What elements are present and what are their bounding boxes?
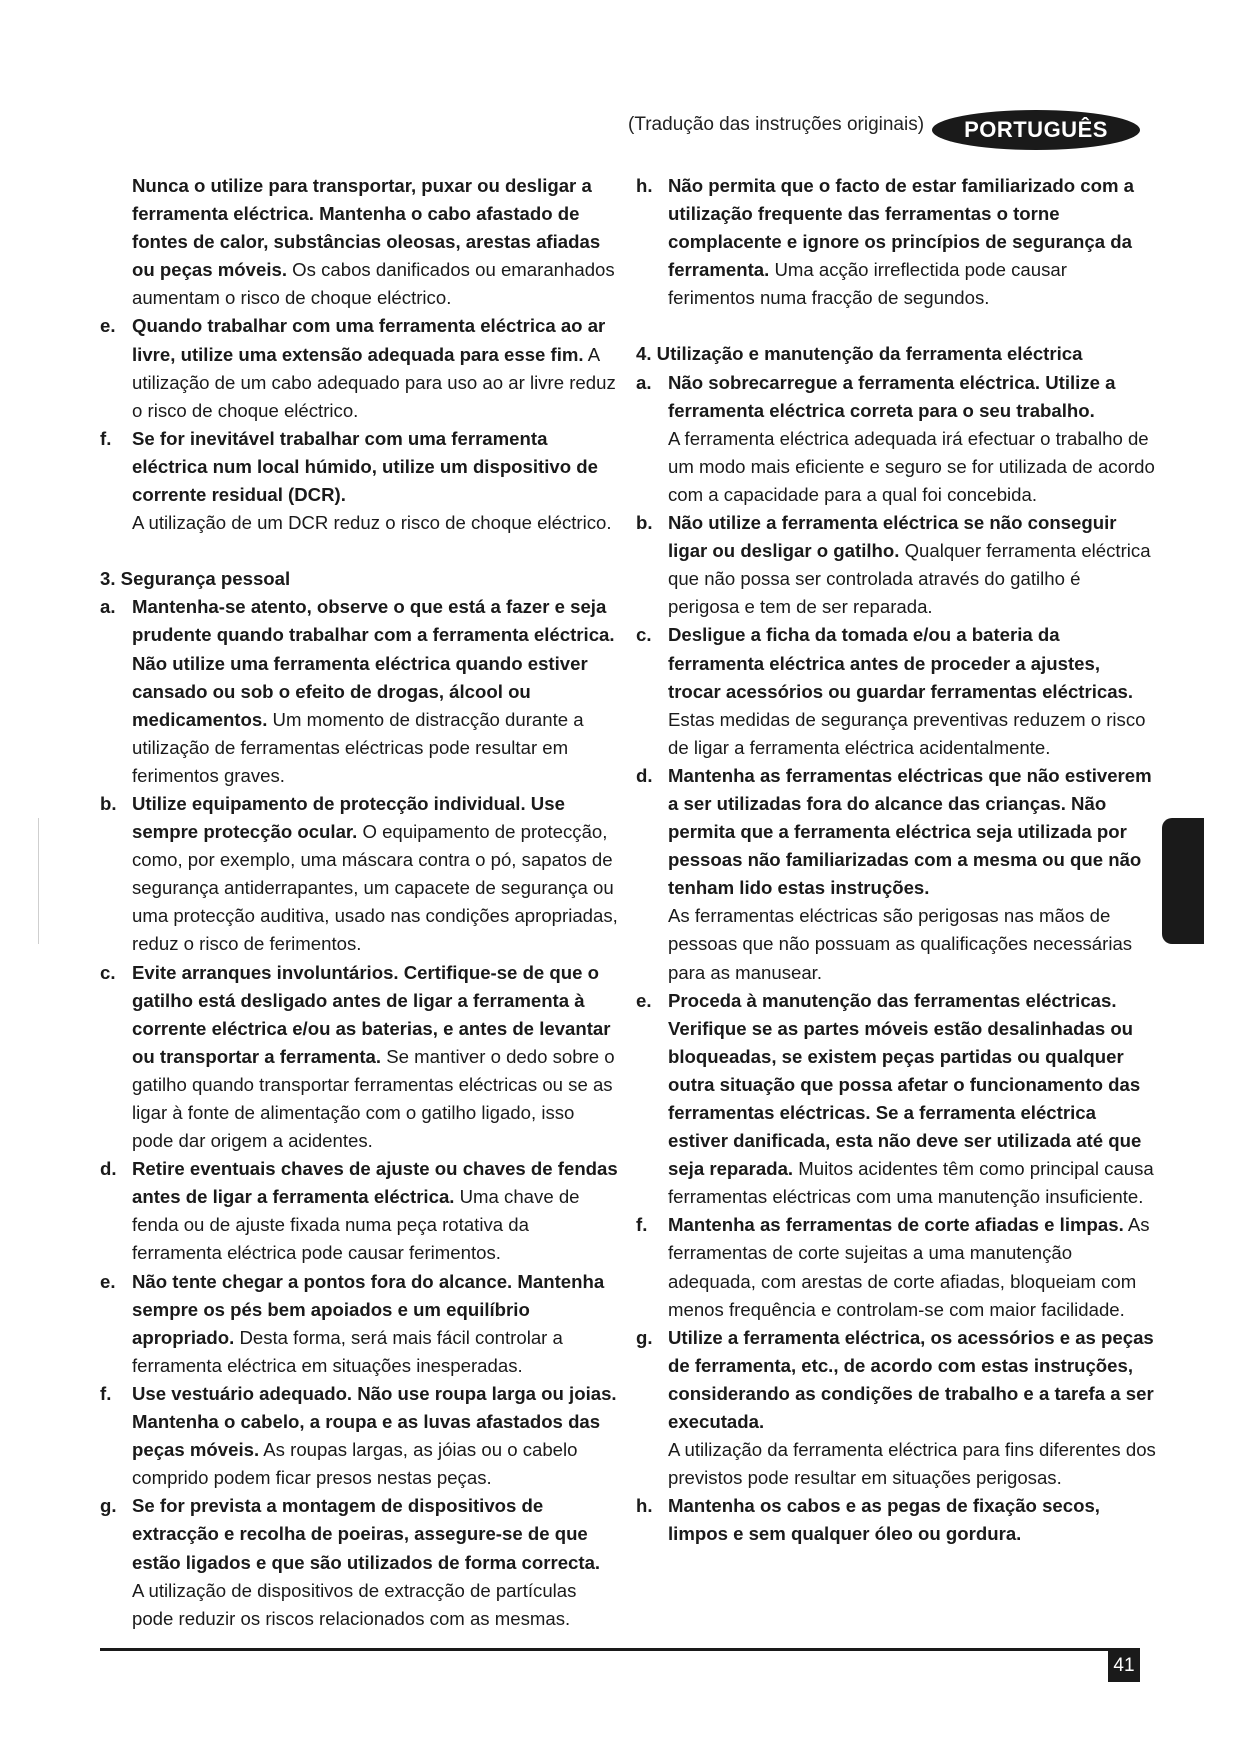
list-item (636, 1324, 1156, 1493)
list-item (636, 1211, 1156, 1323)
continued-text: Os cabos danificados ou emaranhados aumentam o risco de choque eléctrico. (132, 259, 615, 309)
margin-line (38, 818, 39, 944)
section-title: 4. Utilização e manutenção da ferramenta eléctrica (636, 343, 1083, 365)
list-item (100, 959, 620, 1156)
item-text: A utilização da ferramenta eléctrica para fins diferentes dos previstos pode resultar em situações perigosas. (668, 1439, 1156, 1489)
item-bold: Mantenha-se atento, observe o que está a fazer e seja prudente quando trabalhar com a ferramenta eléctrica. Não utilize uma ferramenta eléctrica quando estiver cansado ou sob o efeito de drogas, álcool ou medicamentos. (132, 596, 615, 730)
item-text: A utilização de um DCR reduz o risco de choque eléctrico. (132, 512, 612, 534)
item-text: As roupas largas, as jóias ou o cabelo comprido podem ficar presos nestas peças. (132, 1439, 578, 1489)
continued-paragraph (100, 172, 620, 312)
item-bold: Mantenha os cabos e as pegas de fixação secos, limpos e sem qualquer óleo ou gordura. (668, 1495, 1100, 1545)
item-label: g. (100, 1495, 117, 1517)
item-label: f. (636, 1214, 648, 1236)
section-tab-marker (1162, 818, 1204, 944)
left-column (100, 172, 620, 1633)
list-item (100, 593, 620, 790)
list-item (100, 1380, 620, 1492)
item-label: a. (100, 596, 116, 618)
list-item (100, 1155, 620, 1267)
item-label: b. (636, 512, 653, 534)
item-bold: Proceda à manutenção das ferramentas eléctricas. Verifique se as partes móveis estão desalinhadas ou bloqueadas, se existem peças partidas ou qualquer outra situação que possa afetar o funcionamento das ferramentas eléctricas. Se a ferramenta eléctrica estiver danificada, esta não deve ser utilizada até que seja reparada. (668, 989, 1142, 1180)
item-text: Uma acção irreflectida pode causar ferimentos numa fracção de segundos. (668, 259, 1067, 309)
section-title: 3. Segurança pessoal (100, 568, 291, 590)
list-item (100, 790, 620, 959)
list-item (100, 312, 620, 424)
item-label: f. (100, 427, 112, 449)
list-item (636, 172, 1156, 312)
item-text: Se mantiver o dedo sobre o gatilho quando transportar ferramentas eléctricas ou se as ligar à fonte de alimentação com o gatilho ligado, isso pode dar origem a acidentes. (132, 1045, 615, 1152)
item-label: g. (636, 1326, 653, 1348)
item-bold: Quando trabalhar com uma ferramenta eléctrica ao ar livre, utilize uma extensão adequada para esse fim. (132, 315, 606, 365)
item-label: e. (636, 989, 652, 1011)
item-label: c. (636, 624, 652, 646)
language-badge: PORTUGUÊS (932, 110, 1140, 150)
item-label: f. (100, 1382, 112, 1404)
item-bold: Se for prevista a montagem de dispositivos de extracção e recolha de poeiras, assegure-se de que estão ligados e que são utilizados de forma correcta. (132, 1495, 601, 1573)
item-bold: Não tente chegar a pontos fora do alcance. Mantenha sempre os pés bem apoiados e um equilíbrio apropriado. (132, 1270, 605, 1348)
footer-rule (100, 1648, 1140, 1651)
item-bold: Desligue a ficha da tomada e/ou a bateria da ferramenta eléctrica antes de proceder a ajustes, trocar acessórios ou guardar ferramentas eléctricas. (668, 624, 1134, 702)
item-label: h. (636, 1495, 653, 1517)
item-label: d. (100, 1158, 117, 1180)
item-label: e. (100, 1270, 116, 1292)
list-item (636, 369, 1156, 509)
item-text: O equipamento de protecção, como, por exemplo, uma máscara contra o pó, sapatos de segurança antiderrapantes, um capacete de segurança ou uma protecção auditiva, usado nas condições apropriadas, reduz o risco de ferimentos. (132, 821, 618, 955)
list-item (100, 425, 620, 537)
item-bold: Não utilize a ferramenta eléctrica se não conseguir ligar ou desligar o gatilho. (668, 512, 1117, 562)
list-item (636, 987, 1156, 1212)
item-bold: Use vestuário adequado. Não use roupa larga ou joias. Mantenha o cabelo, a roupa e as luvas afastados das peças móveis. (132, 1382, 617, 1461)
item-text: Desta forma, será mais fácil controlar a ferramenta eléctrica em situações inesperadas. (132, 1326, 563, 1376)
item-label: d. (636, 764, 653, 786)
continued-bold: Nunca o utilize para transportar, puxar ou desligar a ferramenta eléctrica. Mantenha o cabo afastado de fontes de calor, substâncias oleosas, arestas afiadas ou peças móveis. (132, 175, 601, 281)
page-number: 41 (1108, 1650, 1140, 1682)
item-text: Muitos acidentes têm como principal causa ferramentas eléctricas com uma manutenção insuficiente. (668, 1158, 1154, 1208)
item-label: c. (100, 961, 116, 983)
item-text: As ferramentas de corte sujeitas a uma manutenção adequada, com arestas de corte afiadas, bloqueiam com menos frequência e controlam-se com maior facilidade. (668, 1214, 1150, 1320)
item-text: Qualquer ferramenta eléctrica que não possa ser controlada através do gatilho é perigosa e tem de ser reparada. (668, 540, 1151, 618)
item-bold: Não sobrecarregue a ferramenta eléctrica. Utilize a ferramenta eléctrica correta para o seu trabalho. (668, 371, 1116, 421)
item-label: e. (100, 315, 116, 337)
right-column (636, 172, 1156, 1549)
item-text: A ferramenta eléctrica adequada irá efectuar o trabalho de um modo mais eficiente e seguro se for utilizada de acordo com a capacidade para a qual foi concebida. (668, 427, 1155, 505)
item-bold: Não permita que o facto de estar familiarizado com a utilização frequente das ferramentas o torne complacente e ignore os princípios de segurança da ferramenta. (668, 175, 1135, 281)
item-label: a. (636, 371, 652, 393)
item-bold: Se for inevitável trabalhar com uma ferramenta eléctrica num local húmido, utilize um dispositivo de corrente residual (DCR). (132, 427, 598, 506)
list-item (636, 762, 1156, 987)
item-label: b. (100, 792, 117, 814)
list-item (100, 1492, 620, 1632)
item-bold: Mantenha as ferramentas eléctricas que não estiverem a ser utilizadas fora do alcance das crianças. Não permita que a ferramenta eléctrica seja utilizada por pessoas não familiarizadas com a mesma ou que não tenham lido estas instruções. (668, 764, 1152, 899)
item-bold: Evite arranques involuntários. Certifique-se de que o gatilho está desligado antes de ligar a ferramenta à corrente eléctrica e/ou as baterias, e antes de levantar ou transportar a ferramenta. (132, 961, 611, 1067)
item-bold: Utilize equipamento de protecção individual. Use sempre protecção ocular. (132, 792, 565, 843)
item-text: As ferramentas eléctricas são perigosas nas mãos de pessoas que não possuam as qualificações necessárias para as manusear. (668, 905, 1133, 983)
list-item (636, 621, 1156, 761)
list-item (636, 1492, 1156, 1548)
item-text: A utilização de um cabo adequado para uso ao ar livre reduz o risco de choque eléctrico. (132, 343, 616, 421)
item-text: Uma chave de fenda ou de ajuste fixada numa peça rotativa da ferramenta eléctrica pode causar ferimentos. (132, 1186, 580, 1264)
list-item (100, 1268, 620, 1380)
header-subtitle: (Tradução das instruções originais) (628, 114, 925, 135)
item-text: Um momento de distracção durante a utilização de ferramentas eléctricas pode resultar em ferimentos graves. (132, 708, 584, 786)
item-bold: Retire eventuais chaves de ajuste ou chaves de fendas antes de ligar a ferramenta eléctrica. (132, 1158, 618, 1208)
item-bold: Utilize a ferramenta eléctrica, os acessórios e as peças de ferramenta, etc., de acordo com estas instruções, considerando as condições de trabalho e a tarefa a ser executada. (668, 1326, 1154, 1433)
item-text: Estas medidas de segurança preventivas reduzem o risco de ligar a ferramenta eléctrica acidentalmente. (668, 708, 1146, 758)
list-item (636, 509, 1156, 621)
item-text: A utilização de dispositivos de extracção de partículas pode reduzir os riscos relacionados com as mesmas. (132, 1579, 577, 1629)
item-label: h. (636, 175, 653, 196)
item-bold: Mantenha as ferramentas de corte afiadas e limpas. (668, 1214, 1124, 1236)
